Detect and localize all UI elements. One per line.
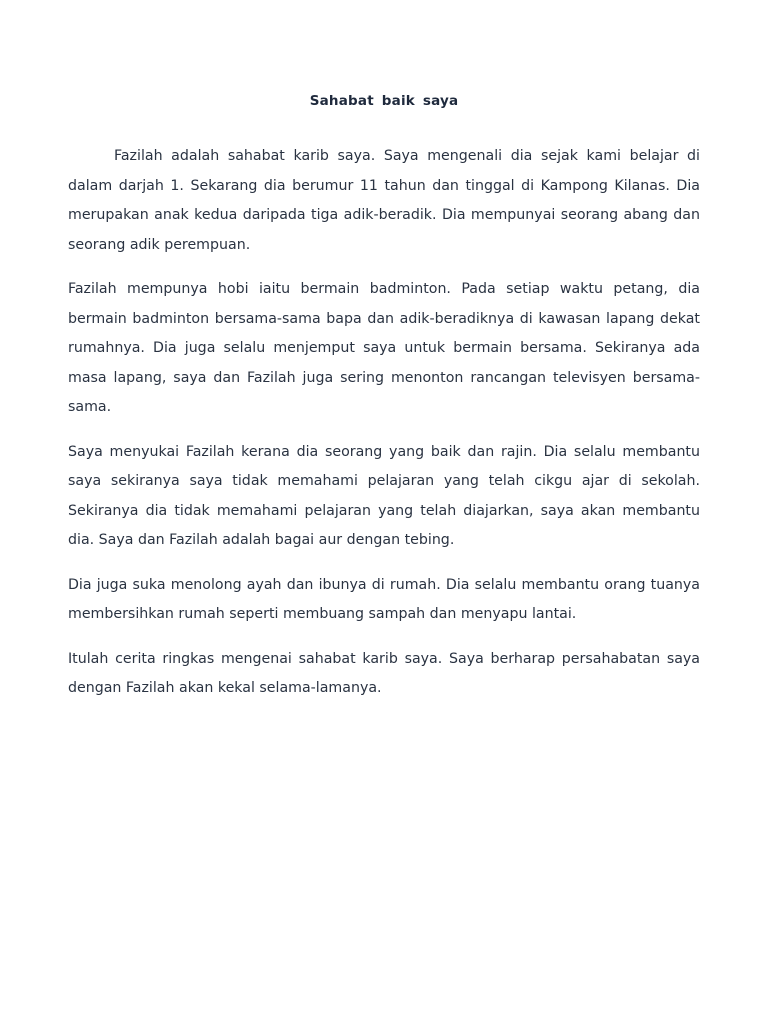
paragraph-4: Dia juga suka menolong ayah dan ibunya di rumah. Dia selalu membantu orang tuanya membersihkan rumah seperti membuang sampah dan menyapu lantai. xyxy=(68,576,700,622)
paragraph-3: Saya menyukai Fazilah kerana dia seorang yang baik dan rajin. Dia selalu membantu saya sekiranya saya tidak memahami pelajaran yang telah cikgu ajar di sekolah. Sekiranya dia tidak memahami pelajaran yang telah diajarkan, saya akan membantu dia. Saya dan Fazilah adalah bagai aur dengan tebing. xyxy=(68,443,700,548)
paragraph-5: Itulah cerita ringkas mengenai sahabat karib saya. Saya berharap persahabatan saya dengan Fazilah akan kekal selama-lamanya. xyxy=(68,650,700,696)
paragraph-1: Fazilah adalah sahabat karib saya. Saya mengenali dia sejak kami belajar di dalam darjah 1. Sekarang dia berumur 11 tahun dan tinggal di Kampong Kilanas. Dia merupakan anak kedua daripada tiga adik-beradik. Dia mempunyai seorang abang dan seorang adik perempuan. xyxy=(68,148,700,253)
paragraph-2: Fazilah mempunya hobi iaitu bermain badminton. Pada setiap waktu petang, dia bermain badminton bersama-sama bapa dan adik-beradiknya di kawasan lapang dekat rumahnya. Dia juga selalu menjemput saya untuk bermain bersama. Sekiranya ada masa lapang, saya dan Fazilah juga sering menonton rancangan televisyen bersama-sama. xyxy=(68,281,700,415)
document-body xyxy=(68,142,700,719)
document-title: Sahabat baik saya xyxy=(309,93,459,109)
